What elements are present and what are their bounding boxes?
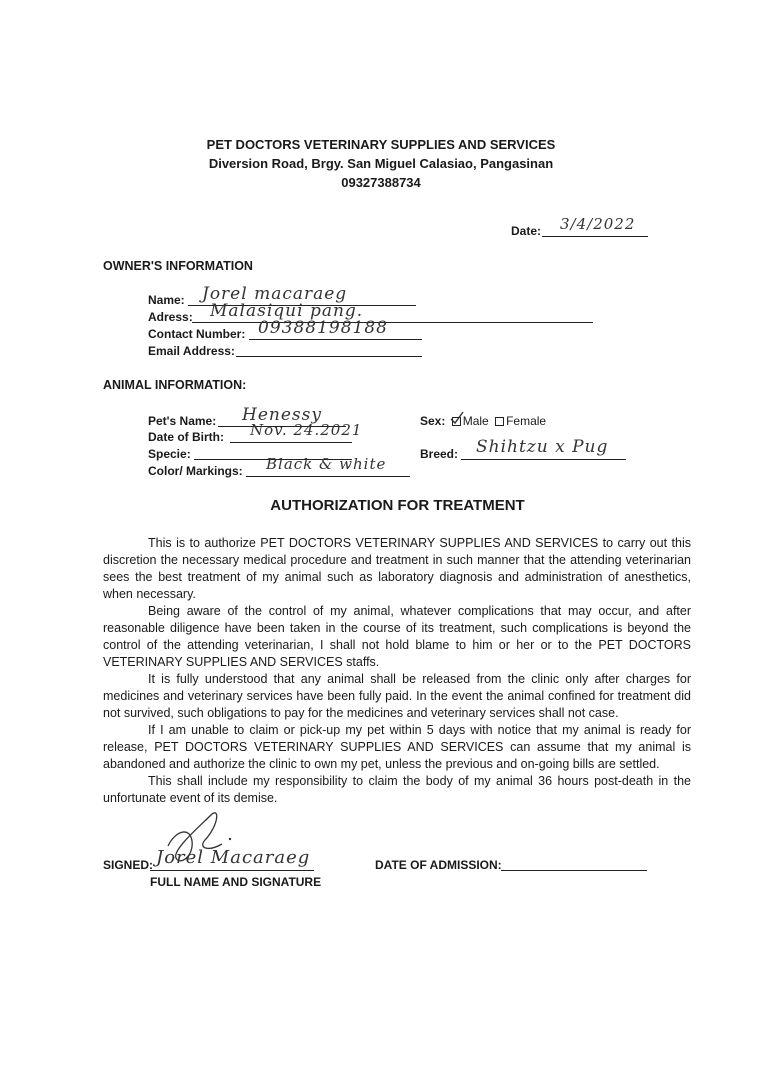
dob-line [230,442,352,443]
dob-value[interactable]: Nov. 24.2021 [250,421,363,439]
owner-heading: OWNER'S INFORMATION [103,259,253,273]
sex-label: Sex: [420,414,446,428]
authorization-body [103,535,691,807]
owner-contact-label: Contact Number: [148,327,246,341]
breed-label: Breed: [420,447,459,461]
owner-contact-line [249,339,422,340]
owner-name-label: Name: [148,293,185,307]
owner-email-line [236,356,422,357]
animal-heading: ANIMAL INFORMATION: [103,378,247,392]
signed-value[interactable]: Jorel Macaraeg [156,847,311,868]
company-phone: 09327388734 [341,175,421,190]
pet-name-label: Pet's Name: [148,414,217,428]
owner-contact-value[interactable]: 09388198188 [258,318,388,338]
specie-label: Specie: [148,447,191,461]
color-label: Color/ Markings: [148,464,243,478]
company-address: Diversion Road, Brgy. San Miguel Calasiao, Pangasinan [208,156,554,171]
male-check-mark-icon [449,410,465,426]
company-name: PET DOCTORS VETERINARY SUPPLIES AND SERVICES [206,137,556,152]
date-of-admission-label: DATE OF ADMISSION: [375,858,502,872]
breed-value[interactable]: Shihtzu x Pug [476,437,609,457]
signed-line [150,870,314,871]
sex-field [420,414,546,428]
date-line [542,236,648,237]
paragraph-4: If I am unable to claim or pick-up my pet within 5 days with notice that my animal is ready for release, PET DOCTORS VETERINARY SUPPLIES AND SERVICES can assume that my animal is abandoned and authorize the clinic to own my pet, unless the previous and on-going bills are settled. [103,723,691,771]
pet-name-value[interactable]: Henessy [242,405,322,425]
paragraph-2: Being aware of the control of my animal, whatever complications that may occur, and after reasonable diligence have been taken in the course of its treatment, such complications is beyond the control of the attending veterinarian, I shall not hold blame to him or her or to the PET DOCTORS VETERINARY SUPPLIES AND SERVICES staffs. [103,604,691,669]
sex-male-option: Male [462,414,489,428]
color-value[interactable]: Black & white [266,455,387,473]
breed-line [461,459,626,460]
owner-address-label: Adress: [148,310,193,324]
color-line [246,476,410,477]
sex-female-checkbox[interactable] [495,417,504,426]
signed-label: SIGNED: [103,858,154,872]
date-label: Date: [511,224,542,238]
signature-caption: FULL NAME AND SIGNATURE [150,875,322,889]
paragraph-1: This is to authorize PET DOCTORS VETERINARY SUPPLIES AND SERVICES to carry out this discretion the necessary medical procedure and treatment in such manner that the attending veterinarian sees the best treatment of my animal such as laboratory diagnosis and administration of anesthetics, when necessary. [103,536,691,601]
paragraph-3: It is fully understood that any animal shall be released from the clinic only after charges for medicines and veterinary services have been fully paid. In the event the animal confined for treatment did not survived, such obligations to pay for the medicines and veterinary services shall not case. [103,672,691,720]
date-of-admission-line [501,870,647,871]
owner-address-value[interactable]: Malasiqui pang. [210,301,364,321]
dob-label: Date of Birth: [148,430,224,444]
owner-address-line [192,322,593,323]
owner-name-value[interactable]: Jorel macaraeg [202,284,348,304]
paragraph-5: This shall include my responsibility to claim the body of my animal 36 hours post-death in the unfortunate event of its demise. [103,774,691,805]
authorization-title: AUTHORIZATION FOR TREATMENT [270,497,525,514]
date-value[interactable]: 3/4/2022 [560,215,636,233]
owner-email-label: Email Address: [148,344,235,358]
sex-female-option: Female [506,414,547,428]
